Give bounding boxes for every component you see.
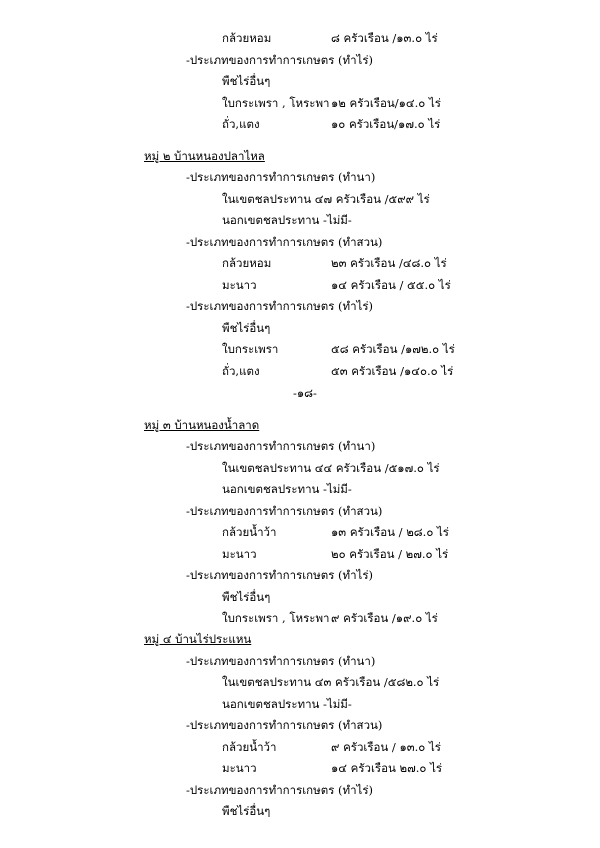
crop-name: กล้วยน้ำว้า <box>222 740 277 754</box>
crop-group-label: พืชไร่อื่นๆ <box>222 590 271 604</box>
crop-name: มะนาว <box>222 547 257 561</box>
farming-type-label: -ประเภทของการทำการเกษตร (ทำไร่) <box>186 53 373 67</box>
crop-name: ถั่ว,แตง <box>222 364 260 378</box>
crop-name: กล้วยน้ำว้า <box>222 525 277 539</box>
farming-type-label: -ประเภทของการทำการเกษตร (ทำสวน) <box>186 718 383 732</box>
crop-value: ๕๘ ครัวเรือน /๑๗๒.๐ ไร่ <box>331 342 455 356</box>
page-number: -๑๘- <box>293 386 317 400</box>
farming-type-label: -ประเภทของการทำการเกษตร (ทำสวน) <box>186 504 383 518</box>
crop-group-label: พืชไร่อื่นๆ <box>222 804 271 818</box>
crop-value: ๘ ครัวเรือน /๑๓.๐ ไร่ <box>331 31 438 45</box>
irrigated-area: ในเขตชลประทาน ๔๔ ครัวเรือน /๕๑๗.๐ ไร่ <box>222 461 440 475</box>
irrigated-area: ในเขตชลประทาน ๔๗ ครัวเรือน /๕๙๙ ไร่ <box>222 192 430 206</box>
farming-type-label: -ประเภทของการทำการเกษตร (ทำไร่) <box>186 299 373 313</box>
non-irrigated-area: นอกเขตชลประทาน -ไม่มี- <box>222 213 352 227</box>
crop-value: ๕๓ ครัวเรือน /๑๔๐.๐ ไร่ <box>331 364 454 378</box>
crop-name: ถั่ว,แตง <box>222 117 260 131</box>
crop-value: ๒๓ ครัวเรือน /๔๘.๐ ไร่ <box>331 256 447 270</box>
farming-type-label: -ประเภทของการทำการเกษตร (ทำนา) <box>186 439 376 453</box>
crop-name: กล้วยหอม <box>222 256 272 270</box>
farming-type-label: -ประเภทของการทำการเกษตร (ทำนา) <box>186 170 376 184</box>
village-heading: หมู่ ๔ บ้านไร่ประแหน <box>144 632 252 646</box>
crop-name: มะนาว <box>222 761 257 775</box>
crop-value: ๑๐ ครัวเรือน/๑๗.๐ ไร่ <box>331 117 441 131</box>
farming-type-label: -ประเภทของการทำการเกษตร (ทำไร่) <box>186 783 373 797</box>
crop-value: ๙ ครัวเรือน /๑๙.๐ ไร่ <box>331 611 438 625</box>
crop-name: ใบกระเพรา <box>222 342 279 356</box>
crop-value: ๑๔ ครัวเรือน / ๕๕.๐ ไร่ <box>331 278 451 292</box>
irrigated-area: ในเขตชลประทาน ๔๓ ครัวเรือน /๕๘๒.๐ ไร่ <box>222 675 440 689</box>
crop-name: กล้วยหอม <box>222 31 272 45</box>
village-heading: หมู่ ๒ บ้านหนองปลาไหล <box>144 149 265 163</box>
crop-name: ใบกระเพรา , โหระพา <box>222 611 330 625</box>
crop-name: มะนาว <box>222 278 257 292</box>
farming-type-label: -ประเภทของการทำการเกษตร (ทำไร่) <box>186 568 373 582</box>
non-irrigated-area: นอกเขตชลประทาน -ไม่มี- <box>222 697 352 711</box>
village-heading: หมู่ ๓ บ้านหนองน้ำลาด <box>144 418 260 432</box>
farming-type-label: -ประเภทของการทำการเกษตร (ทำนา) <box>186 654 376 668</box>
crop-value: ๑๓ ครัวเรือน / ๒๘.๐ ไร่ <box>331 525 449 539</box>
non-irrigated-area: นอกเขตชลประทาน -ไม่มี- <box>222 482 352 496</box>
crop-value: ๙ ครัวเรือน / ๑๓.๐ ไร่ <box>331 740 441 754</box>
crop-name: ใบกระเพรา , โหระพา <box>222 96 330 110</box>
crop-group-label: พืชไร่อื่นๆ <box>222 321 271 335</box>
crop-value: ๑๒ ครัวเรือน/๑๔.๐ ไร่ <box>331 96 441 110</box>
crop-group-label: พืชไร่อื่นๆ <box>222 74 271 88</box>
crop-value: ๒๐ ครัวเรือน / ๒๗.๐ ไร่ <box>331 547 449 561</box>
crop-value: ๑๔ ครัวเรือน ๒๗.๐ ไร่ <box>331 761 443 775</box>
farming-type-label: -ประเภทของการทำการเกษตร (ทำสวน) <box>186 235 383 249</box>
